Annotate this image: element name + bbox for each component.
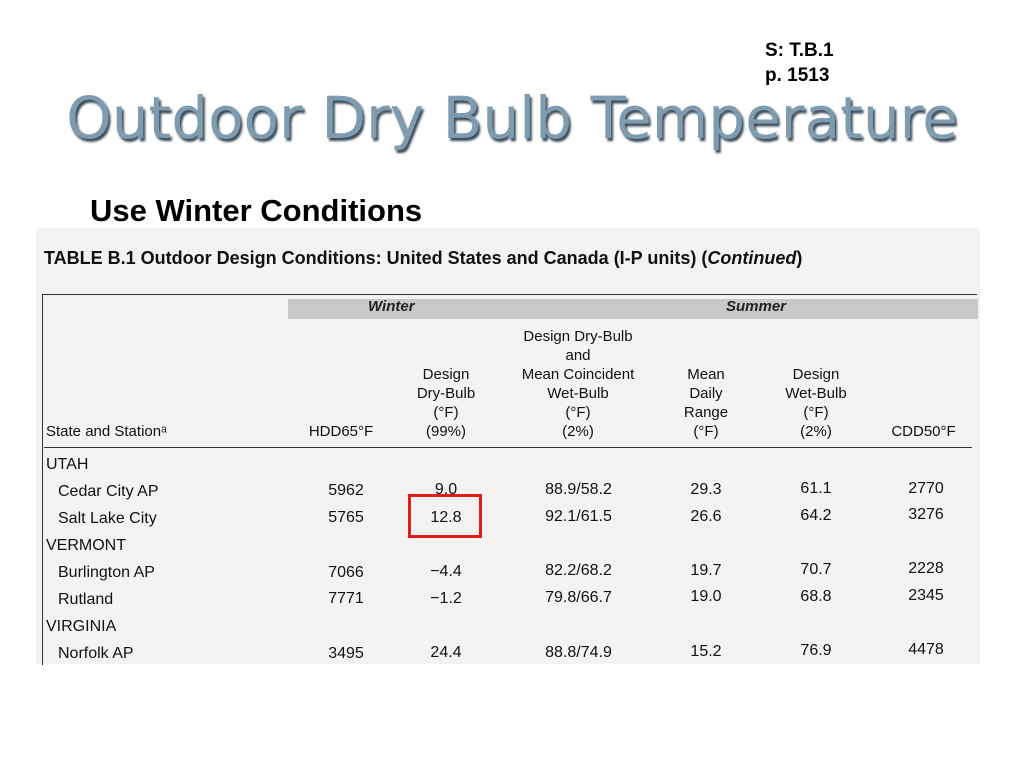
state-row-label: VERMONT xyxy=(46,537,126,554)
cell-cdd: 4478 xyxy=(908,641,944,658)
cell-cdd: 2770 xyxy=(908,480,944,497)
header-daily-range xyxy=(666,365,746,441)
header-coincident-line: Mean Coincident xyxy=(521,366,635,383)
table-caption-end: ) xyxy=(796,248,803,268)
cell-hdd: 5962 xyxy=(328,482,364,499)
header-dry-bulb xyxy=(396,365,496,441)
highlight-box xyxy=(408,494,482,538)
header-daily-range-line: Mean xyxy=(687,366,725,383)
header-divider xyxy=(44,447,972,448)
header-dry-bulb-line: Dry-Bulb xyxy=(416,385,476,402)
scanned-table-image xyxy=(36,228,980,664)
cell-wet-bulb: 70.7 xyxy=(800,561,832,578)
cell-dry-bulb: 9.0 xyxy=(434,481,458,498)
cell-hdd: 3495 xyxy=(328,645,364,662)
cell-wet-bulb: 68.8 xyxy=(800,588,832,605)
header-cdd: CDD50°F xyxy=(891,423,956,440)
table-caption-text: TABLE B.1 Outdoor Design Conditions: United States and Canada (I-P units) ( xyxy=(44,248,708,268)
slide-subtitle: Use Winter Conditions xyxy=(90,193,423,228)
cell-daily-range: 19.7 xyxy=(690,562,722,579)
header-wet-bulb-line: (°F) xyxy=(803,404,829,421)
cell-hdd: 7066 xyxy=(328,564,364,581)
cell-coincident: 79.8/66.7 xyxy=(545,589,612,606)
station-name: Cedar City AP xyxy=(58,483,159,500)
cell-wet-bulb: 76.9 xyxy=(800,642,832,659)
header-daily-range-line: (°F) xyxy=(693,423,719,440)
header-hdd: HDD65°F xyxy=(308,423,374,440)
winter-group-label: Winter xyxy=(368,298,415,315)
summer-group-label: Summer xyxy=(726,298,787,315)
header-daily-range-line: Daily xyxy=(689,385,723,402)
cell-daily-range: 19.0 xyxy=(690,588,722,605)
header-coincident-line: (°F) xyxy=(565,404,591,421)
state-row-label: VIRGINIA xyxy=(46,618,117,635)
station-name: Norfolk AP xyxy=(58,645,134,662)
header-coincident-line: and xyxy=(565,347,591,364)
header-wet-bulb-line: Wet-Bulb xyxy=(785,385,847,402)
header-station: State and Stationᵃ xyxy=(46,423,167,440)
cell-coincident: 92.1/61.5 xyxy=(545,508,612,525)
slide-title: Outdoor Dry Bulb Temperature xyxy=(66,84,958,152)
cell-dry-bulb: −1.2 xyxy=(430,590,462,607)
cell-cdd: 3276 xyxy=(908,506,944,523)
reference-table: S: T.B.1 xyxy=(765,40,834,61)
header-wet-bulb-line: (2%) xyxy=(800,423,832,440)
cell-cdd: 2345 xyxy=(908,587,944,604)
header-coincident xyxy=(498,327,658,441)
header-coincident-line: Wet-Bulb xyxy=(547,385,609,402)
header-wet-bulb-line: Design xyxy=(792,366,840,383)
cell-hdd: 5765 xyxy=(328,509,364,526)
station-name: Burlington AP xyxy=(58,564,155,581)
reference-note xyxy=(765,38,834,88)
cell-wet-bulb: 61.1 xyxy=(800,480,832,497)
cell-dry-bulb: 24.4 xyxy=(430,644,462,661)
cell-daily-range: 15.2 xyxy=(690,643,722,660)
cell-hdd: 7771 xyxy=(328,590,364,607)
header-dry-bulb-line: (99%) xyxy=(425,423,466,440)
cell-coincident: 88.8/74.9 xyxy=(545,644,612,661)
table-caption-italic: Continued xyxy=(707,248,797,268)
reference-page: p. 1513 xyxy=(765,65,830,86)
station-name: Salt Lake City xyxy=(58,510,157,527)
cell-dry-bulb: −4.4 xyxy=(430,563,462,580)
cell-daily-range: 29.3 xyxy=(690,481,722,498)
cell-cdd: 2228 xyxy=(908,560,944,577)
cell-coincident: 88.9/58.2 xyxy=(545,481,612,498)
cell-daily-range: 26.6 xyxy=(690,508,722,525)
header-wet-bulb xyxy=(766,365,866,441)
header-coincident-line: (2%) xyxy=(562,423,594,440)
header-dry-bulb-line: Design xyxy=(422,366,470,383)
state-row-label: UTAH xyxy=(46,456,89,473)
header-dry-bulb-line: (°F) xyxy=(433,404,459,421)
cell-wet-bulb: 64.2 xyxy=(800,507,832,524)
header-coincident-line: Design Dry-Bulb xyxy=(523,328,633,345)
station-name: Rutland xyxy=(58,591,114,608)
cell-coincident: 82.2/68.2 xyxy=(545,562,612,579)
table-caption xyxy=(44,248,802,269)
cell-dry-bulb-highlighted: 12.8 xyxy=(430,509,462,526)
header-daily-range-line: Range xyxy=(683,404,729,421)
